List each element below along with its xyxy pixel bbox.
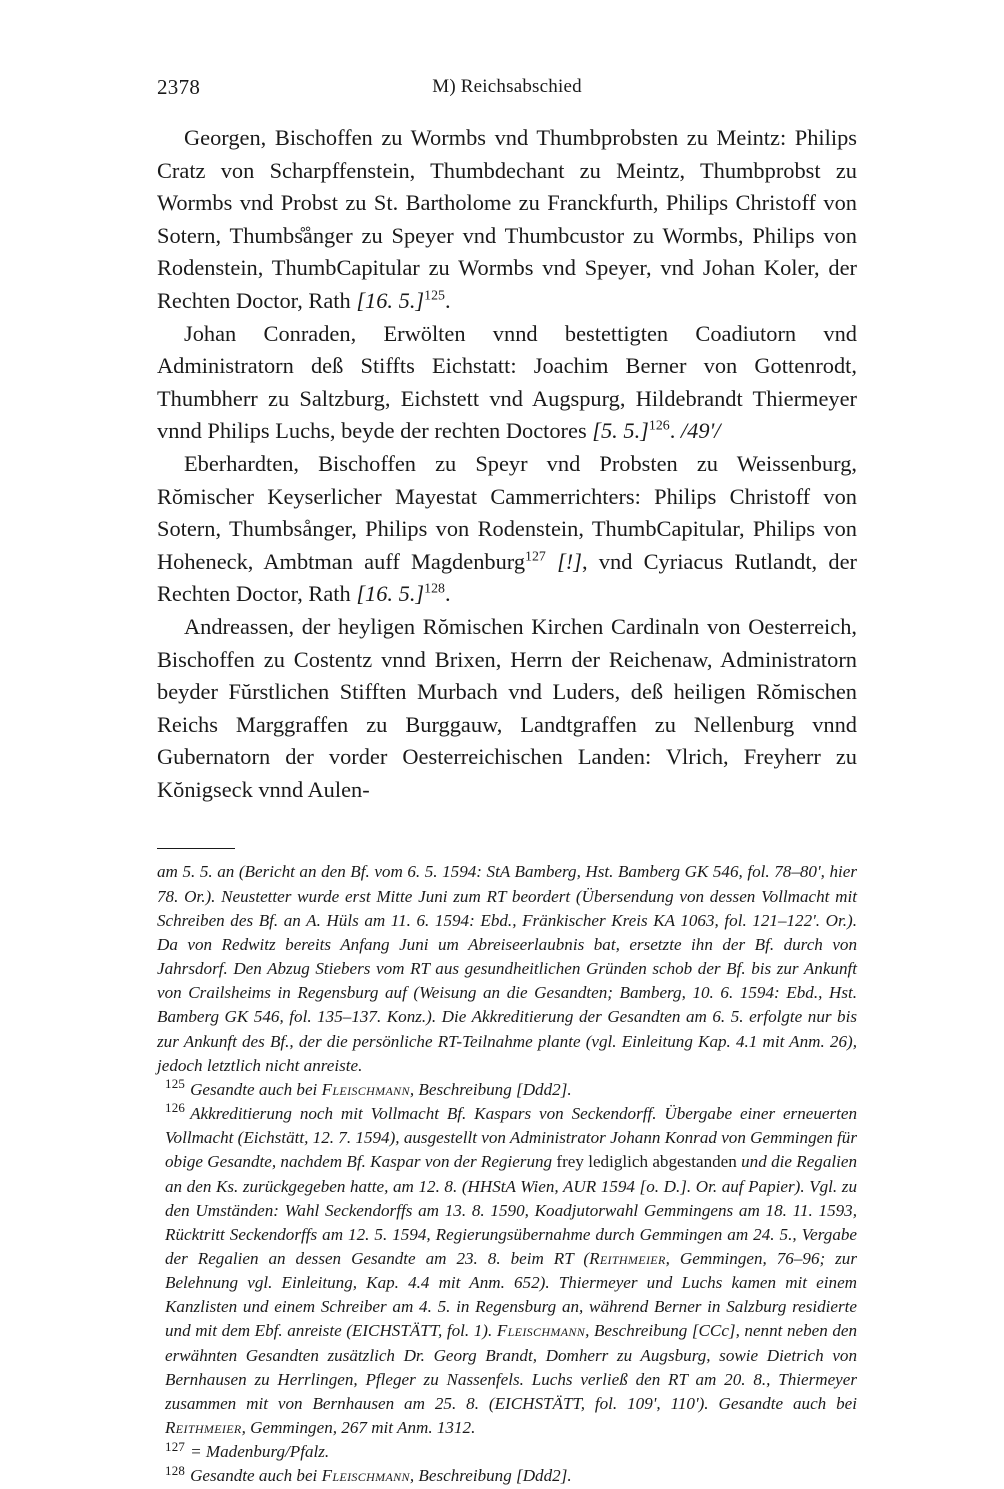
small-caps-name: Fleischmann (321, 1079, 410, 1099)
running-head (157, 70, 857, 104)
plain-text: . (444, 287, 451, 313)
para-johan-conraden (157, 318, 857, 448)
para-georgen (157, 122, 857, 318)
italic-text: [5. 5.] (592, 418, 649, 444)
fn-128 (157, 1464, 857, 1488)
italic-text: [16. 5.] (356, 287, 425, 313)
footnote-reference: 126 (648, 418, 670, 434)
small-caps-name: Fleischmann (496, 1321, 586, 1341)
plain-text: Johan Conraden, Erwölten vnnd bestettigten Coadiutorn vnd Administratorn deß Stiffts Eichstatt: Joachim Berner von Gottenrodt, Thumbherr zu Saltzburg, Eichstett vnd Augspurg, Hildebrandt Thiermeyer vnnd Philips Luchs, beyde der rechten Doctores (157, 320, 857, 444)
italic-text: Gesandte auch bei (190, 1079, 322, 1099)
italic-text: und die Regalien an den Ks. zurückgegeben hatte, am 12. 8. (HHStA Wien, AUR 1594 [o. D.]. Or. auf Papier). Vgl. zu den Umständen: Wahl Seckendorffs am 13. 8. 1590, Koadjutorwahl Gemmingens am 18. 11. 1593, Rücktritt Seckendorffs am 12. 5. 1594, Regierungsübernahme durch Gemmingen am 24. 5., Vergabe der Regalien an dessen Gesandte am 23. 8. beim RT ( (165, 1152, 858, 1268)
footnote-block (157, 860, 857, 1488)
fn-127 (157, 1440, 857, 1464)
footnote-reference: 128 (424, 581, 445, 597)
italic-text: , Gemmingen, 267 mit Anm. 1312. (241, 1418, 476, 1438)
italic-text: , Beschreibung [CCc], nennt neben den erwähnten Gesandten zusätzlich Dr. Georg Brandt, Domherr zu Augsburg, sowie Dietrich von Bernhausen zu Herrlingen, Pfleger zu Nassenfels. Luchs verließ den RT am 20. 8., Thiermeyer zusammen mit von Bernhausen am 25. 8. (EICHSTÄTT, fol. 109', 110'). Gesandte auch bei (165, 1321, 858, 1413)
roman-text: frey lediglich abgestanden (556, 1152, 742, 1172)
italic-text: Gesandte auch bei (190, 1466, 322, 1486)
para-eberhardten (157, 448, 857, 611)
italic-text: /49'/ (680, 418, 721, 444)
plain-text: Georgen, Bischoffen zu Wormbs vnd Thumbprobsten zu Meintz: Philips Cratz von Scharpffenstein, Thumbdechant zu Meintz, Thumbprobst zu Wormbs vnd Probst zu St. Bartholome zu Franckfurth, Philips Christoff von Sotern, Thumbs̊ånger zu Speyer vnd Thumbcustor zu Wormbs, Philips von Rodenstein, ThumbCapitular zu Wormbs vnd Speyer, vnd Johan Koler, der Rechten Doctor, Rath (157, 125, 857, 313)
italic-text: , Beschreibung [Ddd2]. (409, 1079, 572, 1099)
fn-continuation: am 5. 5. an (Bericht an den Bf. vom 6. 5. 1594: StA Bamberg, Hst. Bamberg GK 546, fol. 78–80', hier 78. Or.). Neustetter wurde erst Mitte Juni zum RT beordert (Übersendung von dessen Vollmacht mit Schreiben des Bf. an A. Hüls am 11. 6. 1594: Ebd., Fränkischer Kreis KA 1063, fol. 121–122'. Or.). Da von Redwitz bereits Anfang Juni um Abreiseerlaubnis bat, ersetzte ihn der Bf. durch von Jahrsdorf. Den Abzug Stiebers vom RT aus gesundheitlichen Gründen schob der Bf. bis zur Ankunft von Crailsheims in Regensburg auf (Weisung an die Gesandten; Bamberg, 10. 6. 1594: Ebd., Hst. Bamberg GK 546, fol. 135–137. Konz.). Die Akkreditierung der Gesandten am 6. 5. erfolgte nur bis zur Ankunft des Bf., der die persönliche RT-Teilnahme plante (vgl. Einleitung Kap. 4.1 mit Anm. 26), jedoch letztlich nicht anreiste. (157, 862, 857, 1075)
italic-text: , Beschreibung [Ddd2]. (409, 1466, 572, 1486)
footnote-number: 125 (165, 1076, 186, 1092)
plain-text: . (444, 581, 451, 607)
italic-text: [!] (557, 548, 582, 574)
footnote-reference: 127 (525, 549, 546, 565)
footnote-number: 128 (165, 1462, 186, 1478)
footnote-separator-rule (157, 848, 235, 849)
page-number: 2378 (157, 75, 201, 99)
italic-text: [16. 5.] (356, 581, 425, 607)
fn-125 (157, 1078, 857, 1102)
small-caps-name: Fleischmann (321, 1466, 410, 1486)
text-column (157, 0, 857, 1489)
footnote-number: 127 (165, 1438, 186, 1454)
italic-text: Akkreditierung noch mit Vollmacht Bf. Kaspars von Seckendorff. Übergabe einer erneuerten Vollmacht (Eichstätt, 12. 7. 1594), ausgestellt von Administrator Johann Konrad von Gemmingen für obige Gesandte, nachdem Bf. Kaspar von der Regierung (165, 1104, 857, 1172)
italic-text: , Gemmingen, 76–96; zur Belehnung vgl. Einleitung, Kap. 4.4 mit Anm. 652). Thiermeyer und Luchs kamen mit einem Kanzlisten und einem Schreiber am 4. 5. in Regensburg an, während Berner in Salzburg residierte und mit dem Ebf. anreiste (EICHSTÄTT, fol. 1). (165, 1248, 857, 1341)
plain-text: . (669, 418, 681, 444)
plain-text: , vnd Cyriacus Rutlandt, der Rechten Doctor, Rath (157, 548, 857, 607)
italic-text: = Madenburg/Pfalz. (190, 1442, 330, 1462)
small-caps-name: Reithmeier (589, 1248, 666, 1268)
small-caps-name: Reithmeier (165, 1418, 242, 1438)
plain-text: Eberhardten, Bischoffen zu Speyr vnd Probsten zu Weissenburg, Rŏmischer Keyserlicher Mayestat Cammerrichters: Philips Christoff von Sotern, Thumbsånger, Philips von Rodenstein, ThumbCapitular, Philips von Hoheneck, Ambtman auff Magdenburg (157, 450, 857, 574)
body-text (157, 122, 857, 806)
plain-text (546, 549, 557, 574)
running-head-title: M) Reichsabschied (432, 76, 582, 97)
footnote-reference: 125 (424, 288, 445, 304)
plain-text: Andreassen, der heyligen Rŏmischen Kirchen Cardinaln von Oesterreich, Bischoffen zu Costentz vnnd Brixen, Herrn der Reichenaw, Administratorn beyder Fŭrstlichen Stifften Murbach vnd Luders, deß heiligen Rŏmischen Reichs Marggraffen zu Burggauw, Landtgraffen zu Nellenburg vnnd Gubernatorn der vorder Oesterreichischen Landen: Vlrich, Freyherr zu Kŏnigseck vnnd Aulen- (157, 613, 857, 802)
para-andreassen (157, 611, 857, 807)
footnote-number: 126 (165, 1100, 186, 1116)
fn-126 (157, 1102, 857, 1440)
